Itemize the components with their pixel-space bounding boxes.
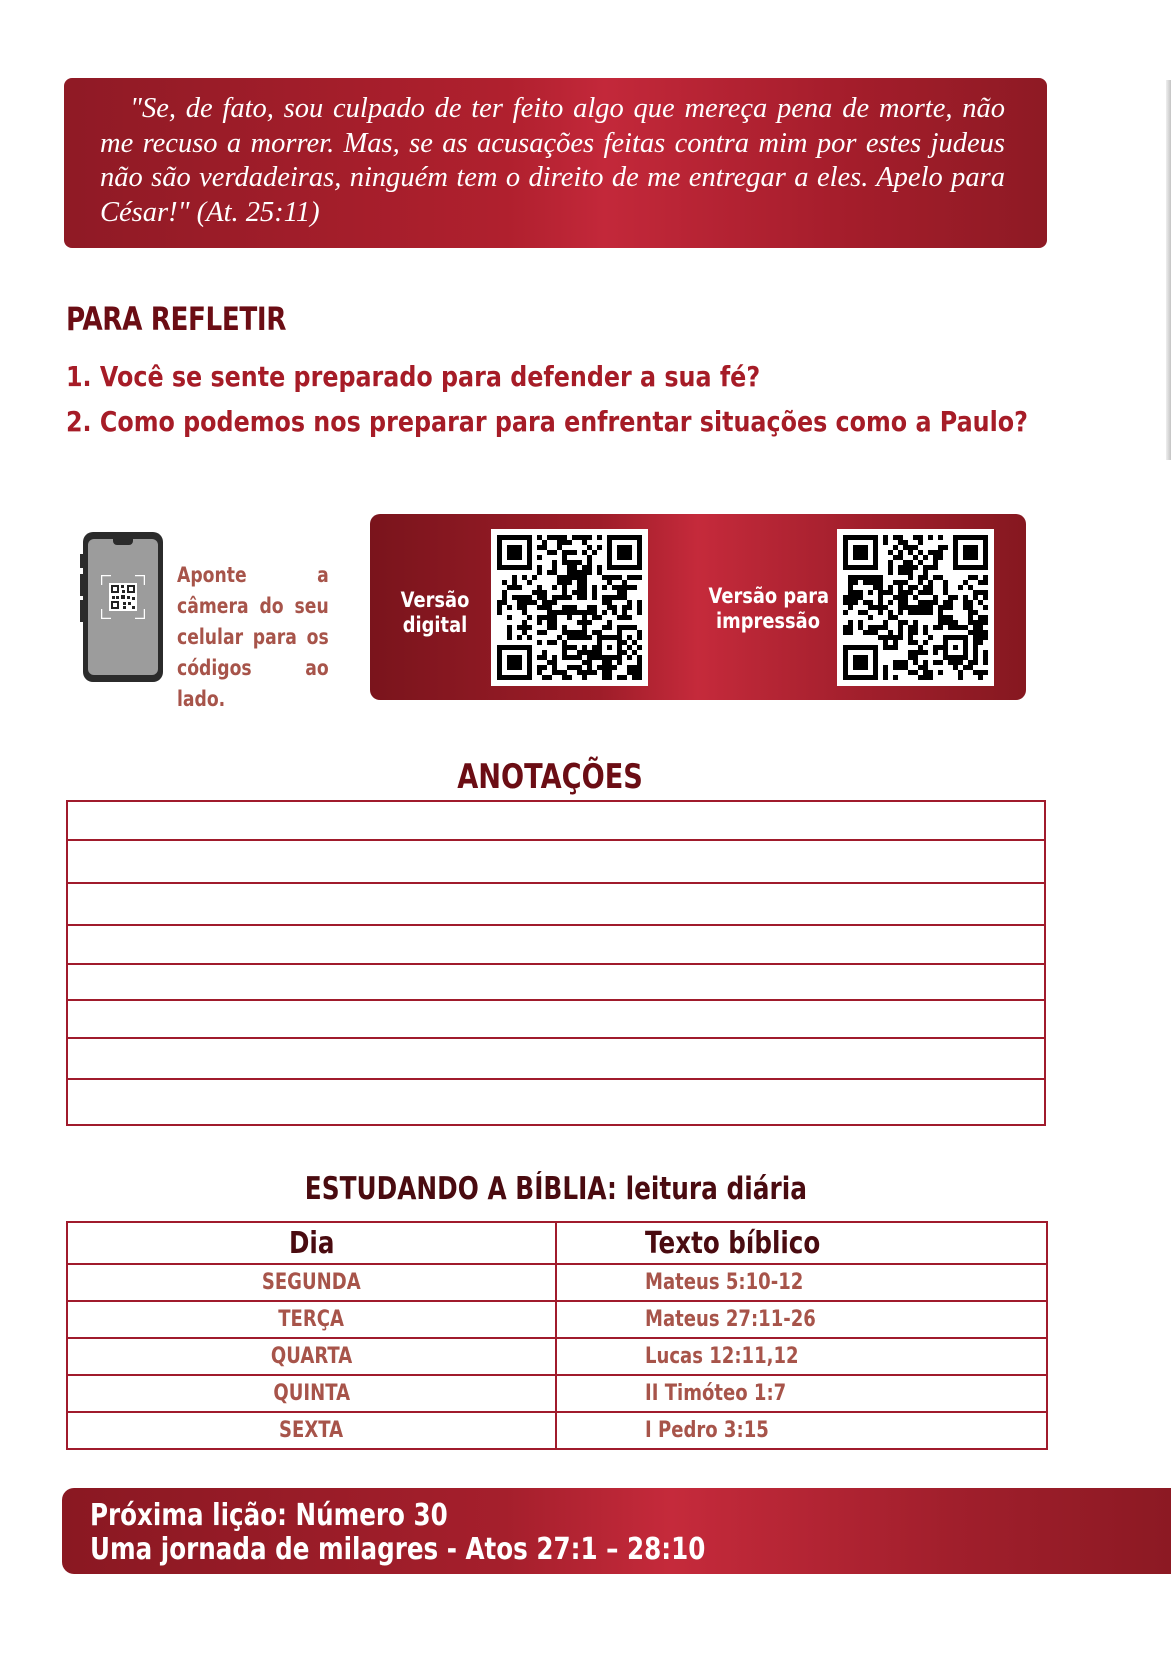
notes-title: ANOTAÇÕES (457, 757, 643, 797)
table-row (67, 1375, 1047, 1412)
table-header-row (67, 1222, 1047, 1264)
qr-scan-icon (101, 575, 145, 619)
day-cell: QUINTA (67, 1375, 556, 1412)
day-cell: QUARTA (67, 1338, 556, 1375)
day-cell: SEXTA (67, 1412, 556, 1449)
quote-box (64, 78, 1047, 248)
notes-line (68, 1037, 1044, 1039)
qr-banner (370, 514, 1026, 700)
table-row (67, 1338, 1047, 1375)
reflect-questions (66, 360, 1171, 450)
next-lesson-banner (62, 1488, 1171, 1574)
quote-text: "Se, de fato, sou culpado de ter feito algo que mereça pena de morte, não me recuso a morrer. Mas, se as acusações feitas contra mim por estes judeus não são verdadeiras, ninguém tem o direito de me entregar a eles. Apelo para César!" (At. 25:11) (100, 93, 1005, 228)
reference-cell: Mateus 27:11-26 (556, 1301, 1047, 1338)
day-cell: TERÇA (67, 1301, 556, 1338)
next-lesson-title: Uma jornada de milagres - Atos 27:1 – 28:10 (90, 1532, 706, 1567)
header-text: Texto bíblico (556, 1222, 1047, 1264)
qr-code-print[interactable] (837, 529, 994, 686)
reflect-question: 2. Como podemos nos preparar para enfrentar situações como a Paulo? (66, 405, 1028, 438)
reflect-question: 1. Você se sente preparado para defender a sua fé? (66, 360, 761, 393)
notes-line (68, 1078, 1044, 1080)
notes-line (68, 839, 1044, 841)
digital-version-label: Versão digital (400, 588, 470, 637)
reflect-title: PARA REFLETIR (66, 300, 287, 338)
table-row (67, 1301, 1047, 1338)
qr-code-digital[interactable] (491, 529, 648, 686)
day-cell: SEGUNDA (67, 1264, 556, 1301)
reference-cell: I Pedro 3:15 (556, 1412, 1047, 1449)
notes-line (68, 999, 1044, 1001)
header-day: Dia (67, 1222, 556, 1264)
phone-icon (83, 532, 163, 682)
reading-table (66, 1221, 1048, 1450)
notes-line (68, 963, 1044, 965)
notes-box[interactable] (66, 800, 1046, 1126)
notes-line (68, 882, 1044, 884)
reference-cell: Mateus 5:10-12 (556, 1264, 1047, 1301)
qr-instruction: Aponte a câmera do seu celular para os códigos ao lado. (177, 563, 329, 711)
next-lesson-number: Próxima lição: Número 30 (90, 1498, 448, 1533)
table-row (67, 1412, 1047, 1449)
bible-reading-title: ESTUDANDO A BÍBLIA: leitura diária (304, 1171, 808, 1207)
reference-cell: II Timóteo 1:7 (556, 1375, 1047, 1412)
table-row (67, 1264, 1047, 1301)
reference-cell: Lucas 12:11,12 (556, 1338, 1047, 1375)
notes-line (68, 924, 1044, 926)
print-version-label: Versão para impressão (708, 584, 830, 633)
